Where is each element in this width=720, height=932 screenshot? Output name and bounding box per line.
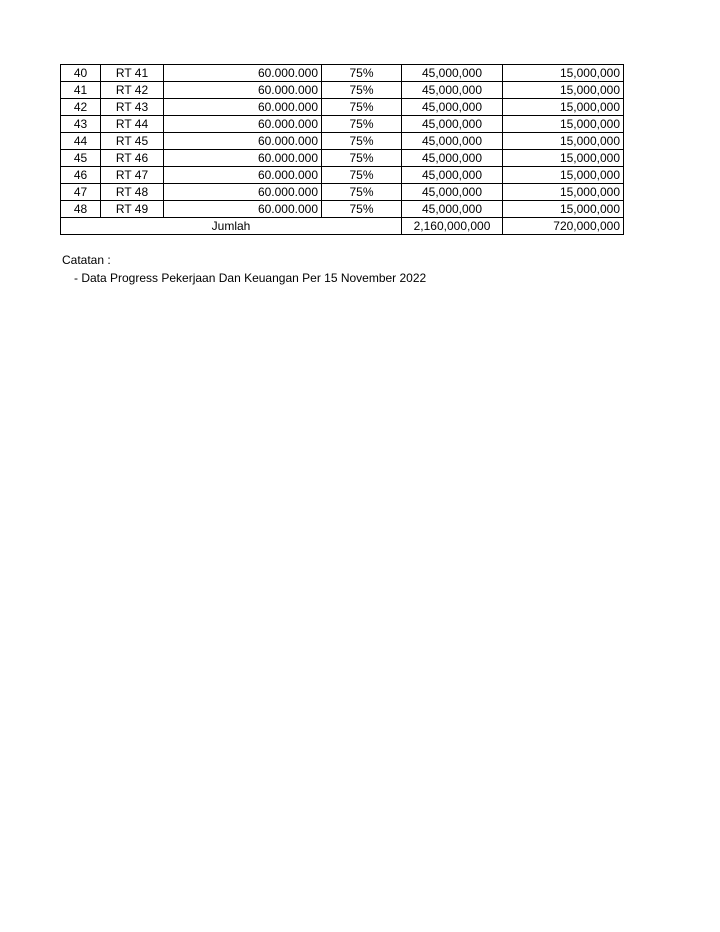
remaining-value: 15,000,000 [503,82,624,99]
remaining-value: 15,000,000 [503,167,624,184]
remaining-value: 15,000,000 [503,65,624,82]
progress-percent: 75% [322,116,402,133]
rt-name: RT 47 [101,167,164,184]
total-remaining: 720,000,000 [503,218,624,235]
row-number: 44 [61,133,101,150]
remaining-value: 15,000,000 [503,201,624,218]
table-row [61,201,624,218]
table-row [61,150,624,167]
disbursed-value: 45,000,000 [402,133,503,150]
progress-percent: 75% [322,150,402,167]
budget-value: 60.000.000 [164,82,322,99]
row-number: 41 [61,82,101,99]
disbursed-value: 45,000,000 [402,82,503,99]
notes-section [62,251,426,287]
rt-name: RT 49 [101,201,164,218]
disbursed-value: 45,000,000 [402,99,503,116]
row-number: 43 [61,116,101,133]
table-row [61,99,624,116]
disbursed-value: 45,000,000 [402,184,503,201]
budget-value: 60.000.000 [164,167,322,184]
budget-value: 60.000.000 [164,133,322,150]
disbursed-value: 45,000,000 [402,65,503,82]
budget-value: 60.000.000 [164,150,322,167]
note-item: - Data Progress Pekerjaan Dan Keuangan Per 15 November 2022 [74,271,427,285]
table-row [61,184,624,201]
table-row [61,116,624,133]
rt-name: RT 41 [101,65,164,82]
disbursed-value: 45,000,000 [402,201,503,218]
disbursed-value: 45,000,000 [402,150,503,167]
total-label: Jumlah [61,218,402,235]
row-number: 47 [61,184,101,201]
progress-percent: 75% [322,65,402,82]
rt-name: RT 43 [101,99,164,116]
total-row [61,218,624,235]
row-number: 42 [61,99,101,116]
notes-heading: Catatan : [62,253,111,267]
progress-percent: 75% [322,184,402,201]
remaining-value: 15,000,000 [503,184,624,201]
rt-name: RT 48 [101,184,164,201]
rt-name: RT 42 [101,82,164,99]
remaining-value: 15,000,000 [503,150,624,167]
rt-name: RT 45 [101,133,164,150]
table-row [61,65,624,82]
remaining-value: 15,000,000 [503,99,624,116]
rt-name: RT 44 [101,116,164,133]
progress-table [60,64,624,235]
progress-percent: 75% [322,99,402,116]
table-body [61,65,624,235]
progress-percent: 75% [322,82,402,99]
disbursed-value: 45,000,000 [402,116,503,133]
budget-value: 60.000.000 [164,184,322,201]
table-row [61,133,624,150]
rt-name: RT 46 [101,150,164,167]
total-disbursed: 2,160,000,000 [402,218,503,235]
remaining-value: 15,000,000 [503,116,624,133]
row-number: 45 [61,150,101,167]
budget-value: 60.000.000 [164,201,322,218]
remaining-value: 15,000,000 [503,133,624,150]
table-row [61,167,624,184]
budget-value: 60.000.000 [164,65,322,82]
table-row [61,82,624,99]
disbursed-value: 45,000,000 [402,167,503,184]
progress-percent: 75% [322,133,402,150]
progress-percent: 75% [322,201,402,218]
budget-value: 60.000.000 [164,99,322,116]
row-number: 40 [61,65,101,82]
row-number: 46 [61,167,101,184]
budget-value: 60.000.000 [164,116,322,133]
progress-percent: 75% [322,167,402,184]
row-number: 48 [61,201,101,218]
